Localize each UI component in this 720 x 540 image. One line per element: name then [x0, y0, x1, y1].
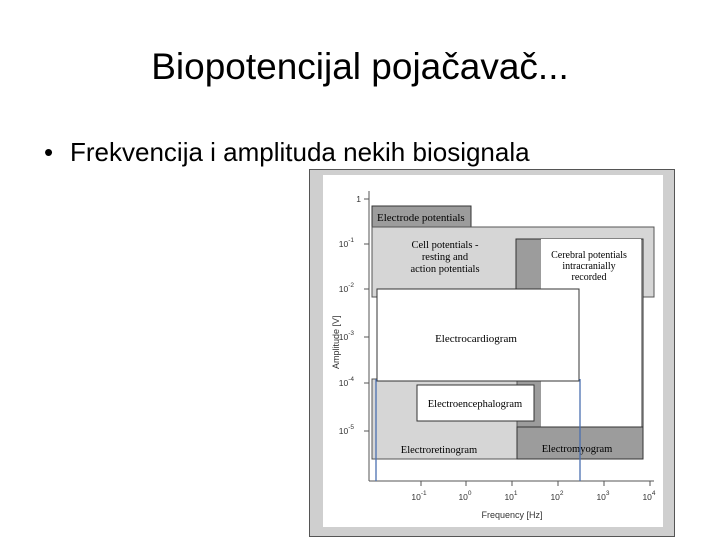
- region-label-electroencephalogram: Electroencephalogram: [427, 399, 523, 410]
- region-label-electrocardiogram: Electrocardiogram: [435, 333, 517, 345]
- y-tick-label: $10^{-4}$: [338, 376, 354, 388]
- region-label-electroretinogram: Electroretinogram: [400, 445, 478, 456]
- y-tick-label: $10^{-3}$: [338, 330, 354, 342]
- region-label-cell-potentials-1: Cell potentials -: [411, 240, 479, 251]
- y-tick-label: $10^{-5}$: [338, 424, 354, 436]
- x-tick-label: $10^2$: [550, 490, 564, 502]
- region-label-electrode-potentials: Electrode potentials: [377, 212, 465, 224]
- x-tick-label: $10^3$: [596, 490, 610, 502]
- region-label-cell-potentials-2: resting and: [421, 252, 469, 263]
- y-axis-label: Amplitude [V]: [331, 315, 341, 369]
- region-label-cerebral-3: recorded: [571, 272, 607, 283]
- region-label-electromyogram: Electromyogram: [541, 444, 613, 455]
- bullet-item: [44, 135, 530, 169]
- x-tick-label: $10^1$: [504, 490, 518, 502]
- bullet-text: Frekvencija i amplituda nekih biosignala: [70, 137, 530, 167]
- biosignal-figure: [309, 169, 675, 537]
- y-tick-label: $10^{-1}$: [338, 237, 354, 249]
- region-label-cell-potentials-3: action potentials: [410, 264, 480, 275]
- slide-title: Biopotencijal pojačavač...: [151, 46, 569, 87]
- x-tick-label: $10^{-1}$: [411, 490, 427, 502]
- region-label-cerebral-2: intracranially: [562, 261, 616, 272]
- x-tick-label: $10^0$: [458, 490, 472, 502]
- x-axis-label: Frequency [Hz]: [481, 510, 543, 520]
- y-tick-label: $10^{-2}$: [338, 282, 354, 294]
- bullet-symbol: •: [44, 137, 54, 167]
- x-tick-label: $10^4$: [642, 490, 656, 502]
- y-tick-label: 1: [356, 194, 361, 204]
- biosignal-figure-svg: [309, 169, 675, 537]
- region-label-cerebral-1: Cerebral potentials: [551, 250, 627, 261]
